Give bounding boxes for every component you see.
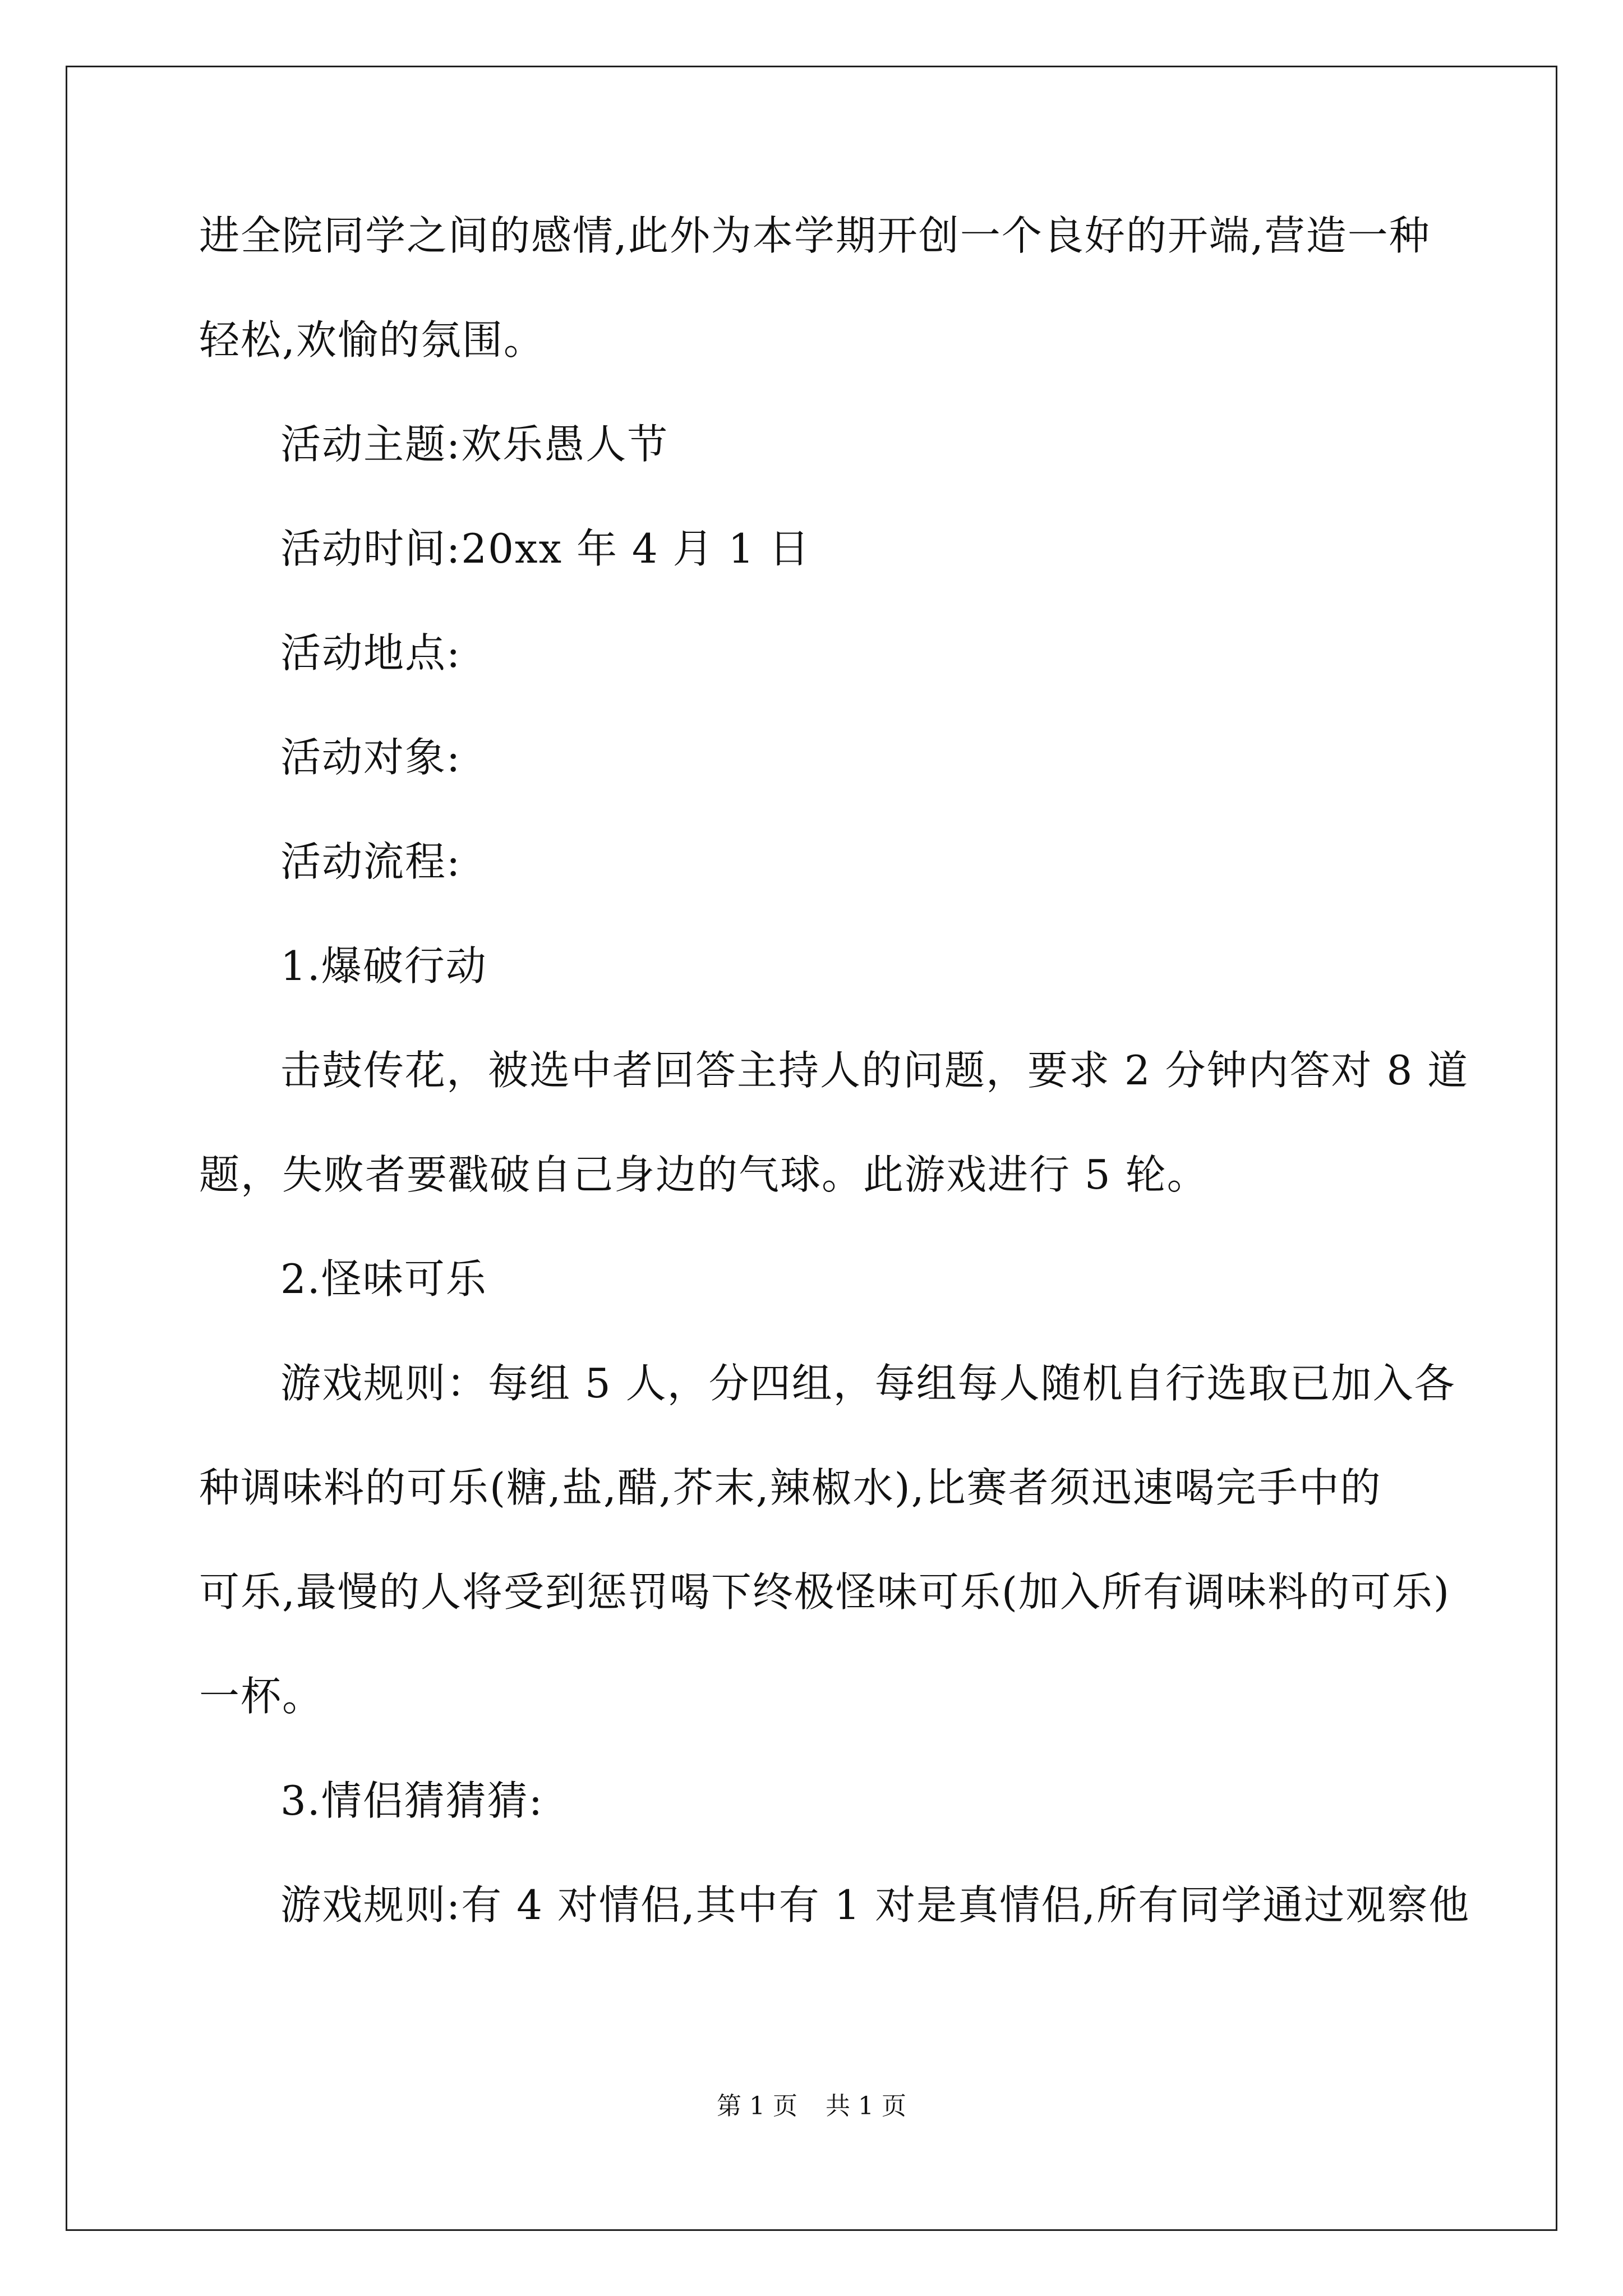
activity-process: 活动流程: [280, 838, 462, 885]
paragraph-line: 题，失败者要戳破自己身边的气球。此游戏进行 5 轮。 [199, 1151, 1209, 1198]
paragraph-line: 轻松,欢愉的氛围。 [199, 316, 545, 364]
paragraph-line: 游戏规则:有 4 对情侣,其中有 1 对是真情侣,所有同学通过观察他 [280, 1881, 1470, 1929]
section-heading: 3.情侣猜猜猜: [280, 1777, 543, 1824]
activity-audience: 活动对象: [280, 734, 462, 781]
paragraph-line: 一杯。 [199, 1673, 324, 1720]
paragraph-line: 游戏规则：每组 5 人，分四组，每组每人随机自行选取已加入各 [280, 1360, 1456, 1407]
page-number-total: 共 1 页 [826, 2092, 906, 2120]
page-number-current: 第 1 页 [717, 2092, 797, 2120]
activity-time: 活动时间:20xx 年 4 月 1 日 [280, 525, 811, 572]
paragraph-line: 击鼓传花，被选中者回答主持人的问题，要求 2 分钟内答对 8 道 [280, 1047, 1469, 1094]
paragraph-line: 种调味料的可乐(糖,盐,醋,芥末,辣椒水),比赛者须迅速喝完手中的 [199, 1464, 1382, 1511]
activity-location: 活动地点: [280, 629, 462, 677]
activity-theme: 活动主题:欢乐愚人节 [280, 421, 669, 468]
page-footer [0, 2090, 1623, 2123]
paragraph-line: 进全院同学之间的感情,此外为本学期开创一个良好的开端,营造一种 [199, 212, 1431, 259]
paragraph-line: 可乐,最慢的人将受到惩罚喝下终极怪味可乐(加入所有调味料的可乐) [199, 1568, 1451, 1616]
section-heading: 2.怪味可乐 [280, 1255, 487, 1303]
section-heading: 1.爆破行动 [280, 942, 487, 990]
